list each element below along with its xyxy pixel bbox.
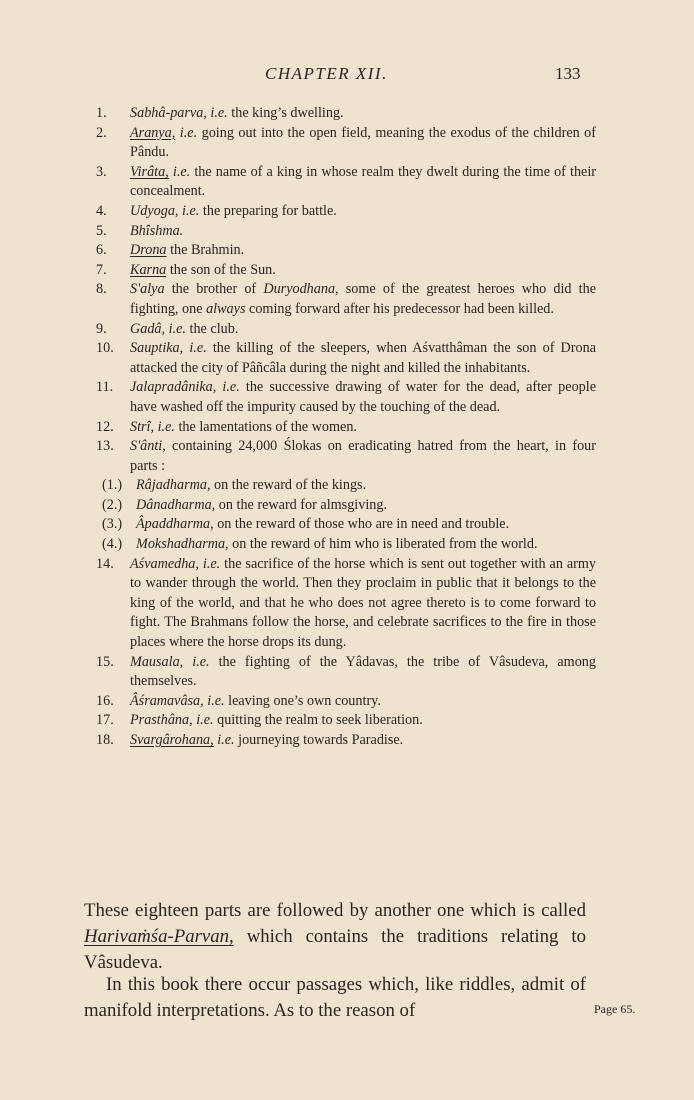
- item-term: always: [206, 300, 246, 317]
- item-desc: quitting the realm to seek liberation.: [213, 712, 423, 729]
- item-number: 2.: [96, 124, 107, 141]
- list-item: [96, 104, 596, 124]
- item-desc: some of the greatest heroes who did the fighting, one: [130, 281, 597, 317]
- item-term: Aranya,: [130, 124, 176, 141]
- item-term: Prasthâna,: [130, 712, 193, 729]
- item-text: [130, 104, 596, 124]
- item-text: [130, 241, 596, 261]
- item-text: [130, 418, 596, 438]
- item-number: (3.): [102, 516, 123, 533]
- item-desc: the brother of: [164, 281, 264, 298]
- item-term: Dânadharma,: [136, 496, 216, 513]
- item-ie: i.e.: [196, 712, 214, 729]
- list-item: [96, 241, 596, 261]
- item-ie: i.e.: [222, 379, 240, 396]
- list-item: [96, 653, 596, 692]
- item-desc: the fighting of the Yâdavas, the tribe of Vâsudeva, among themselves.: [130, 653, 596, 690]
- item-desc: the club.: [185, 320, 239, 337]
- item-desc: leaving one’s own country.: [224, 692, 381, 709]
- item-number: 7.: [96, 261, 107, 278]
- item-text: [136, 515, 596, 535]
- list-item: [96, 280, 596, 319]
- item-number: (2.): [102, 496, 123, 513]
- item-term: Bhîshma.: [130, 222, 184, 239]
- item-number: 1.: [96, 105, 107, 121]
- item-term: Âpaddharma,: [136, 516, 214, 533]
- item-desc: the preparing for battle.: [199, 202, 337, 219]
- item-number: 13.: [96, 438, 114, 455]
- item-desc: coming forward after his predecessor had been killed.: [245, 300, 554, 317]
- item-number: 4.: [96, 202, 107, 219]
- item-text: [130, 280, 596, 319]
- paragraph-term: Harivaṁśa-Parvan,: [84, 926, 234, 947]
- item-ie: i.e.: [210, 105, 228, 121]
- list-item: [96, 692, 596, 712]
- item-term: Mausala,: [130, 653, 184, 670]
- item-number: 14.: [96, 555, 114, 572]
- list-item: [96, 320, 596, 340]
- paragraph-harivamsa: [84, 898, 586, 976]
- item-number: 16.: [96, 692, 114, 709]
- paragraph-text: These eighteen parts are followed by another one which is called: [84, 900, 586, 921]
- item-desc: going out into the open field, meaning the exodus of the children of Pându.: [130, 124, 596, 161]
- running-header: [0, 62, 694, 92]
- item-ie: i.e.: [189, 340, 207, 357]
- list-item: [96, 731, 596, 751]
- item-term: S'ânti,: [130, 438, 166, 455]
- item-ie: i.e.: [182, 202, 200, 219]
- item-number: 9.: [96, 320, 107, 337]
- item-desc: the king’s dwelling.: [227, 105, 344, 121]
- item-term: Strî,: [130, 418, 155, 435]
- item-ie: i.e.: [192, 653, 210, 670]
- item-desc: on the reward of the kings.: [210, 477, 367, 494]
- running-title: CHAPTER XII.: [265, 64, 388, 83]
- item-desc: journeying towards Paradise.: [234, 732, 404, 748]
- item-number: 18.: [96, 732, 114, 748]
- item-term: Gadâ,: [130, 320, 166, 337]
- item-text: [130, 378, 596, 417]
- item-number: (1.): [102, 477, 123, 494]
- item-number: 5.: [96, 222, 107, 239]
- item-text: [130, 555, 596, 653]
- item-desc: the son of the Sun.: [166, 261, 276, 278]
- item-number: (4.): [102, 536, 123, 553]
- item-term: Drona: [130, 242, 167, 259]
- list-subitem: [96, 535, 596, 555]
- item-number: 8.: [96, 281, 107, 298]
- item-text: [130, 437, 596, 476]
- list-subitem: [96, 496, 596, 516]
- list-item: [96, 124, 596, 163]
- item-text: [130, 202, 596, 222]
- item-text: [130, 339, 596, 378]
- item-text: [130, 711, 596, 731]
- list-item: [96, 339, 596, 378]
- item-text: [130, 261, 596, 281]
- item-desc: on the reward for almsgiving.: [215, 496, 387, 513]
- margin-page-reference: Page 65.: [594, 1002, 636, 1016]
- item-term: Aśvamedha,: [130, 555, 199, 572]
- item-term: Râjadharma,: [136, 477, 211, 494]
- item-ie: i.e.: [172, 163, 191, 180]
- item-ie: i.e.: [168, 320, 186, 337]
- item-term: S'alya: [130, 281, 165, 298]
- list-item: [96, 555, 596, 653]
- list-item: [96, 378, 596, 417]
- item-desc: the lamentations of the women.: [174, 418, 357, 435]
- item-number: 17.: [96, 712, 114, 729]
- list-subitem: [96, 476, 596, 496]
- item-term: Udyoga,: [130, 202, 179, 219]
- item-ie: i.e.: [179, 124, 198, 141]
- item-number: 15.: [96, 653, 114, 670]
- item-desc: the successive drawing of water for the dead, after people have washed off the impurity caused by the touching of the dead.: [130, 379, 596, 415]
- item-text: [130, 222, 596, 242]
- item-desc: on the reward of him who is liberated from the world.: [228, 536, 538, 553]
- item-desc: the killing of the sleepers, when Aśvatthâman the son of Drona attacked the city of Pâñcâla during the night and killed the inhabitants.: [130, 340, 596, 376]
- item-term: Duryodhana,: [263, 281, 339, 298]
- item-number: 11.: [96, 379, 114, 396]
- item-text: [130, 731, 596, 751]
- item-number: 3.: [96, 163, 107, 180]
- item-desc: on the reward of those who are in need and trouble.: [213, 516, 510, 533]
- item-term: Virâta,: [130, 163, 169, 180]
- item-text: [136, 535, 596, 555]
- paragraph-riddles: In this book there occur passages which, like riddles, admit of manifold interpretations. As to the reason of: [84, 974, 586, 1021]
- item-term: Sauptika,: [130, 340, 184, 357]
- item-number: 6.: [96, 242, 107, 259]
- item-text: [136, 496, 596, 516]
- item-number: 10.: [96, 340, 114, 357]
- item-term: Svargârohana,: [130, 732, 214, 748]
- list-item: [96, 222, 596, 242]
- item-term: Âśramavâsa,: [130, 692, 204, 709]
- list-item: [96, 261, 596, 281]
- list-item: [96, 437, 596, 476]
- item-ie: i.e.: [202, 555, 221, 572]
- item-text: [130, 653, 596, 692]
- item-text: [130, 692, 596, 712]
- item-text: [130, 163, 596, 202]
- item-desc: the name of a king in whose realm they dwelt during the time of their concealment.: [130, 163, 596, 200]
- item-term: Sabhâ-parva,: [130, 105, 207, 121]
- item-ie: i.e.: [207, 692, 225, 709]
- page-number: 133: [555, 64, 581, 83]
- list-item: [96, 163, 596, 202]
- item-desc: the Brahmin.: [166, 242, 245, 259]
- item-ie: i.e.: [217, 732, 235, 748]
- item-term: Jalapradânika,: [130, 379, 217, 396]
- item-term: Mokshadharma,: [136, 536, 229, 553]
- item-text: [136, 476, 596, 496]
- item-term: Karna: [130, 261, 167, 278]
- list-item: [96, 202, 596, 222]
- item-number: 12.: [96, 418, 114, 435]
- item-desc: the sacrifice of the horse which is sent out together with an army to wander through the world. Then they proclaim in public that it belongs to the king of the world, and that he who does not agree thereto is to come forward to fight. The Brahmans follow the horse, and celebrate sacrifices to the fire in those places where the horse drops its dung.: [130, 555, 597, 651]
- parvan-list: [96, 104, 596, 751]
- list-item: [96, 418, 596, 438]
- list-subitem: [96, 515, 596, 535]
- list-item: [96, 711, 596, 731]
- item-text: [130, 320, 596, 340]
- item-ie: i.e.: [157, 418, 175, 435]
- item-desc: containing 24,000 Ślokas on eradicating hatred from the heart, in four parts :: [130, 438, 596, 474]
- item-text: [130, 124, 596, 163]
- paragraph-text: which contains the traditions relating to Vâsudeva.: [84, 926, 586, 973]
